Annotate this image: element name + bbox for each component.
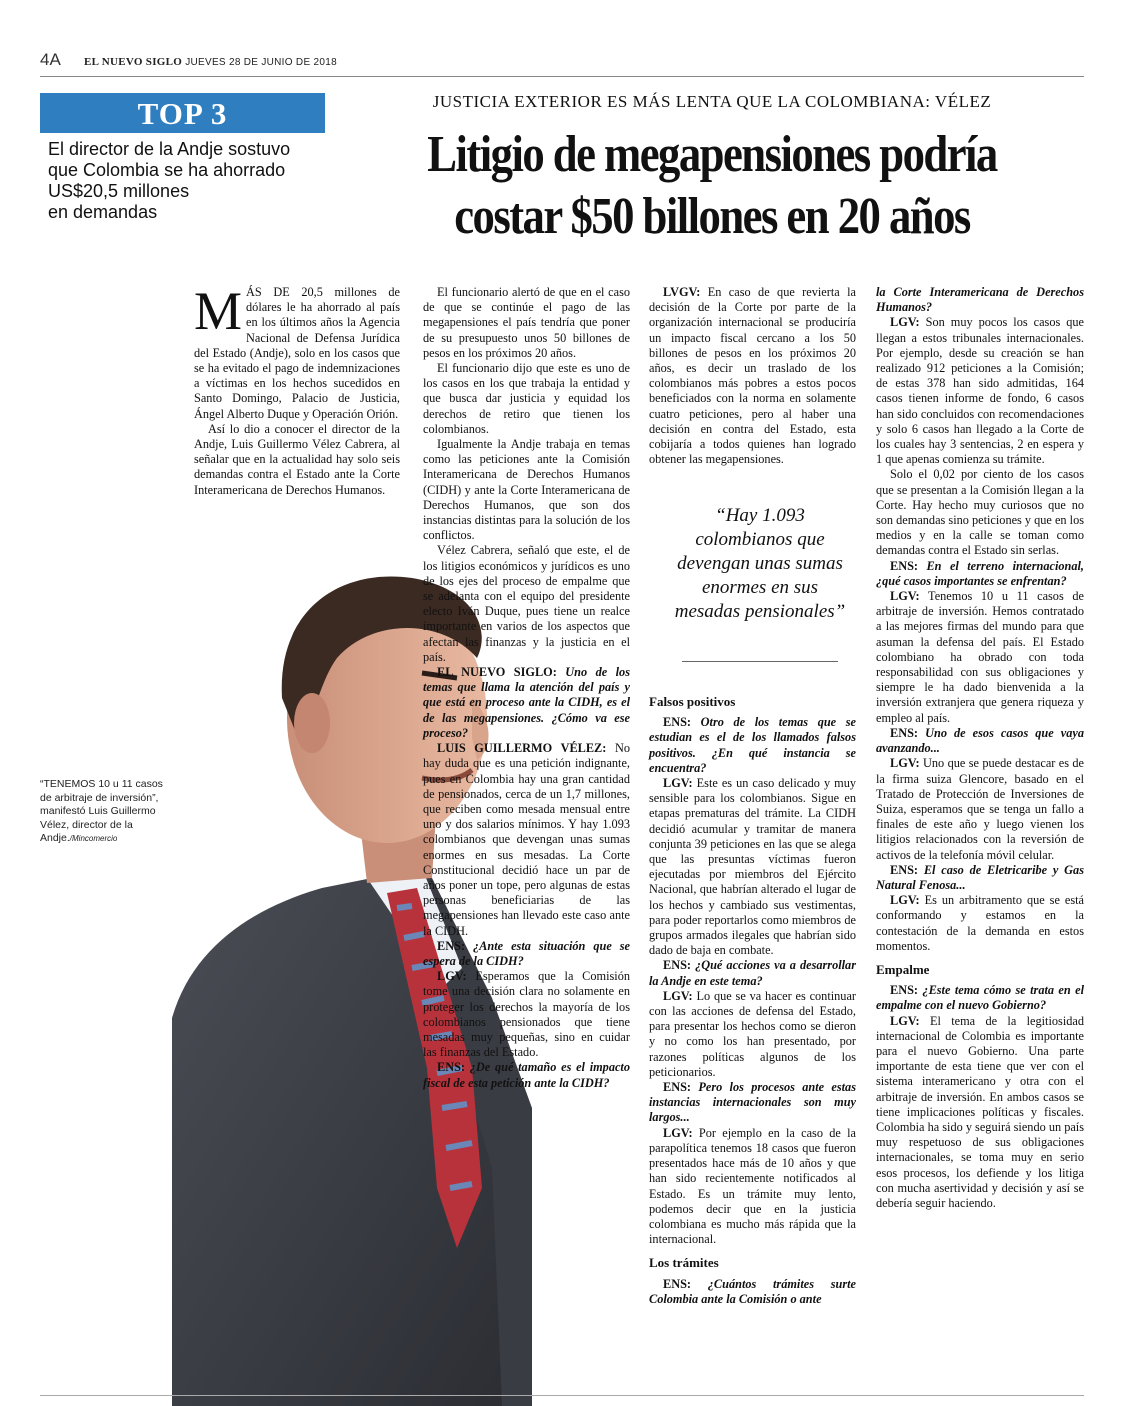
question: ENS: Uno de esos casos que vaya avanzando... (876, 725, 1084, 756)
subheading: Los trámites (649, 1255, 719, 1271)
question: EL NUEVO SIGLO: Uno de los temas que llama la atención del país y que está en proceso ante la CIDH, es el de las megapensiones. ¿Cómo va ese proceso? (423, 665, 630, 740)
article-column-3-lower (649, 686, 856, 1307)
question: ENS: Pero los procesos ante estas instancias internacionales son muy largos... (649, 1080, 856, 1125)
body-paragraph: Solo el 0,02 por ciento de los casos que se presentan a la Comisión llegan a la Corte. Hay hecho muy curiosos que no son demandas sino peticiones y que en los medios y en la calle se toman como demandas contra el Estado sin serlas. (876, 467, 1084, 558)
question: ENS: ¿Cuántos trámites surte Colombia ante la Comisión o ante (649, 1276, 857, 1306)
question: ENS: ¿Este tema cómo se trata en el empalme con el nuevo Gobierno? (876, 983, 1084, 1013)
lead-paragraph: MÁS DE 20,5 millones de dólares le ha ahorrado al país en los últimos años la Agencia Nacional de Defensa Jurídica del Estado (Andje), solo en los casos que se ha evitado el pago de indemnizaciones a víctimas en los hechos sucedidos en Santo Domingo, Palacio de Justicia, Ángel Alberto Duque y Operación Orión. (194, 281, 400, 421)
top3-line: en demandas (48, 202, 158, 222)
answer: LGV: Tenemos 10 u 11 casos de arbitraje de inversión. Hemos contratado a las mejores firmas del mundo para que asuman la defensa del país. El Estado colombiano ha obrado con toda responsabilidad con sus obligaciones y siempre le ha dado bienvenida a la inversión extranjera que genera riqueza y empleo al país. (876, 589, 1084, 725)
body-paragraph: Así lo dio a conocer el director de la Andje, Luis Guillermo Vélez Cabrera, al señalar que en la actualidad hay solo seis demandas contra el Estado ante la Corte Interamericana de Derechos Humanos. (194, 421, 400, 497)
photo-credit: /Mincomercio (69, 834, 118, 843)
article-column-1 (194, 281, 400, 498)
question: ENS: Otro de los temas que se estudian es el de los llamados falsos positivos. ¿En qué instancia se encuentra? (649, 715, 856, 775)
top3-title: TOP 3 (137, 96, 228, 131)
article-column-3 (649, 285, 856, 467)
answer: LGV: Por ejemplo en la caso de la parapolítica tenemos 18 casos que fueron presentados hace más de 10 años y que han sido recientemente notificados al Estado. Es un trámite muy lento, podemos decir que en la justicia colombiana es mucho más rápida que la internacional. (649, 1125, 857, 1247)
masthead (84, 56, 337, 68)
page-number: 4A (40, 50, 61, 69)
question: ENS: ¿Qué acciones va a desarrollar la Andje en este tema? (649, 958, 856, 988)
question: ENS: ¿De qué tamaño es el impacto fiscal de esta petición ante la CIDH? (423, 1060, 630, 1090)
headline (392, 124, 1032, 248)
body-paragraph: Vélez Cabrera, señaló que este, el de los litigios económicos y jurídicos es uno de los ejes del proceso de empalme que se adelanta con el equipo del presidente electo Iván Duque, pues tiene un realce importante en varios de los aspectos que afectan las finanzas y la justicia en el país. (423, 543, 630, 664)
pull-quote-rule (682, 661, 838, 662)
footer-rule (40, 1395, 1084, 1396)
article-column-4 (876, 285, 1084, 1211)
top3-summary (48, 139, 328, 223)
body-paragraph: El funcionario alertó de que en el caso de que se continúe el pago de las megapensiones el país tendría que poner de su presupuesto unos 50 billones de pesos en los próximos 20 años. (423, 285, 630, 360)
pull-quote: “Hay 1.093 colombianos que devengan unas sumas enormes en sus mesadas pensionales” (674, 505, 846, 622)
answer: LGV: Lo que se va hacer es continuar con las acciones de defensa del Estado, para presentar los hechos como se dieron y no como los han presentado, por razones políticas algunos de los peticionarios. (649, 988, 857, 1079)
header-rule (40, 76, 1084, 77)
answer: LGV: Uno que se puede destacar es de la firma suiza Glencore, basado en el Tratado de Protección de Inversiones de Suiza, esperamos que se tenga un fallo a finales de este año y luego vienen los litigios relacionados con la reversión de activos de la telefonía móvil celular. (876, 756, 1084, 862)
question: ENS: En el terreno internacional, ¿qué casos importantes se enfrentan? (876, 558, 1084, 588)
issue-date: JUEVES 28 DE JUNIO DE 2018 (185, 57, 337, 68)
answer: LGV: El tema de la legitiosidad internacional de Colombia es importante para el nuevo Gobierno. Una parte importante de esta tiene que ver con el sistema interamericano y otra con el arbitraje de inversión. En ambos casos se tiene implicaciones políticas y fiscales. Colombia ha sido y seguirá siendo un país muy respetuoso de sus obligaciones internacionales, se toma muy en serio esos procesos, los defiende y los litiga con mucha asertividad y decisión y así se debería seguir haciendo. (876, 1013, 1084, 1210)
photo-caption (40, 778, 170, 846)
answer: LVGV: En caso de que revierta la decisión de la Corte por parte de la organización internacional se produciría un impacto fiscal cercano a los 50 billones de pesos en los próximos 20 años, es decir un traslado de los colombianos más pobres a estos pocos beneficiados con la norma en solamente cuatro peticiones, pero al haber una decisión en contra del Estado, esta cobijaría a todos quienes han logrado obtener las megapensiones. (649, 285, 856, 467)
question-continued: la Corte Interamericana de Derechos Humanos? (876, 285, 1084, 315)
answer: LUIS GUILLERMO VÉLEZ: No hay duda que es una petición indignante, pues en Colombia hay una gran cantidad de pensionados, cerca de un 1,7 millones, que reciben como mesada mensual entre uno y dos salarios mínimos. Y hay 1.093 colombianos que devengan unas sumas enormes en sus mesadas. La Corte Constitucional decidió hace un par de años poner un tope, pero algunas de estas personas beneficiarias de las megapensiones han llevado este caso ante la CIDH. (423, 741, 630, 938)
question: ENS: ¿Ante esta situación que se espera de la CIDH? (423, 938, 631, 968)
paper-name: EL NUEVO SIGLO (84, 56, 183, 68)
answer: LGV: Esperamos que la Comisión tome una decisión clara no solamente en proteger los derechos la mayoría de los colombianos pensionados que tiene mesadas muy pequeñas, sino en cuidar las finanzas del Estado. (423, 969, 631, 1060)
caption-text: “TENEMOS 10 u 11 casos de arbitraje de inversión”, manifestó Luis Guillermo Vélez, director de la Andje. (40, 778, 163, 844)
answer: LGV: Este es un caso delicado y muy sensible para los colombianos. Sigue en etapas prematuras del trámite. La CIDH decidió acumular y tramitar de manera conjunta 39 peticiones en las que se alega que las presuntas víctimas fueron ejecutadas por miembros del Ejército Nacional, que habrían alterado el lugar de los hechos y cambiado sus vestimentas, para poder reportarlos como miembros de grupos armados ilegales que habrían sido dado de baja en combate. (649, 776, 857, 958)
question: ENS: El caso de Eletricaribe y Gas Natural Fenosa... (876, 862, 1084, 892)
body-paragraph: Igualmente la Andje trabaja en temas como las peticiones ante la Comisión Interamericana de Derechos Humanos (CIDH) y ante la Corte Interamericana de Derechos Humanos, que son dos instancias distintas para la solución de los conflictos. (423, 437, 630, 543)
top3-line: El director de la Andje sostuvo (48, 139, 291, 159)
answer: LGV: Son muy pocos los casos que llegan a estos tribunales internacionales. Por ejemplo, desde su creación se han realizado 912 peticiones a la Comisión; de estas 378 han sido admitidas, 164 casos tienen informe de fondo, 6 casos han sido concluidos con recomendaciones y solo 6 casos han llegado a la Corte de los cuales hay 3 sentencias, 2 en espera y 1 que apenas comienza su trámite. (876, 315, 1084, 467)
drop-cap: M (194, 281, 243, 341)
subheading: Falsos positivos (649, 694, 736, 709)
article-column-2 (423, 285, 630, 1091)
top3-line: US$20,5 millones (48, 181, 190, 201)
kicker: JUSTICIA EXTERIOR ES MÁS LENTA QUE LA COLOMBIANA: VÉLEZ (432, 92, 992, 111)
headline-line: costar $50 billones en 20 años (454, 188, 970, 245)
top3-line: que Colombia se ha ahorrado (48, 160, 286, 180)
answer: LGV: Es un arbitramento que se está conformando y estamos en la contestación de la demanda en estos momentos. (876, 893, 1085, 953)
subheading: Empalme (876, 961, 930, 977)
headline-line: Litigio de megapensiones podría (427, 126, 997, 183)
body-paragraph: El funcionario dijo que este es uno de los casos en los que trabaja la entidad y que busca dar justicia y equidad los derechos de retiro que tienen los colombianos. (423, 361, 630, 436)
